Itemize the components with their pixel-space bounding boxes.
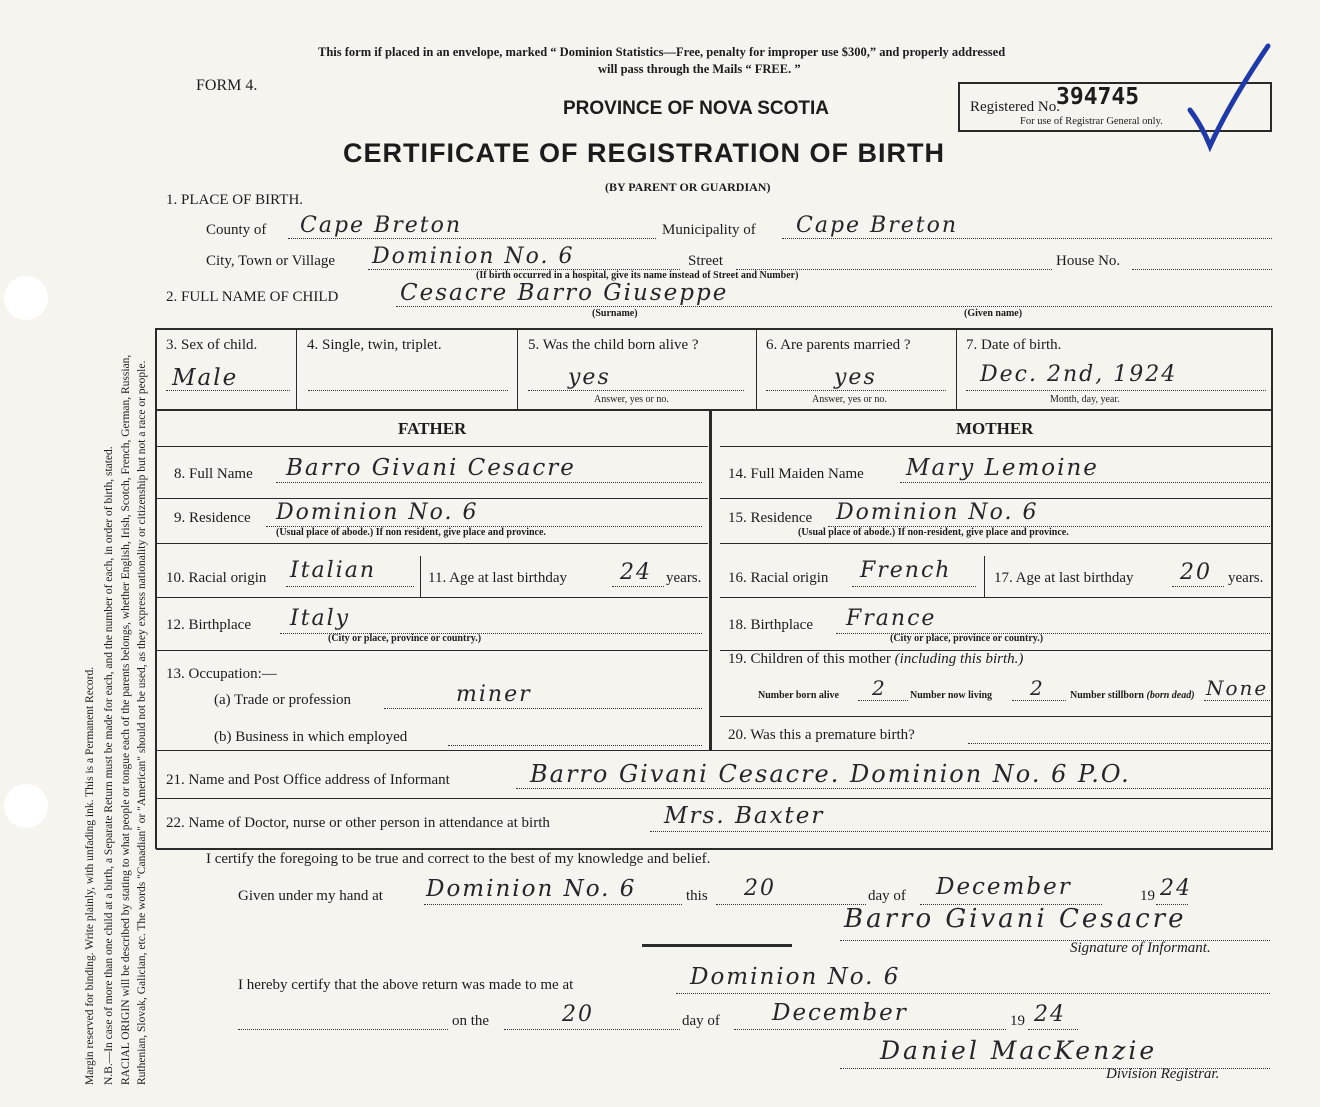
father-heading: FATHER — [398, 419, 467, 438]
married-value: yes — [834, 365, 877, 390]
row-line-19 — [720, 716, 1271, 717]
occupation-label: 13. Occupation:— — [166, 666, 277, 682]
mother-age-line — [1172, 586, 1224, 587]
registrar-month-value: December — [772, 1000, 908, 1026]
street-label: Street — [688, 253, 723, 269]
county-value: Cape Breton — [300, 213, 463, 238]
given-place-line — [424, 904, 682, 905]
children-label-note: (including this birth.) — [894, 651, 1024, 667]
registrar-place-line — [676, 993, 1270, 994]
mother-residence-value: Dominion No. 6 — [836, 500, 1039, 525]
married-line — [766, 390, 946, 391]
separator-bar — [642, 944, 792, 947]
father-residence-note: (Usual place of abode.) If non resident, give place and province. — [276, 527, 546, 538]
child-name-value: Cesacre Barro Giuseppe — [400, 280, 729, 306]
document-title: CERTIFICATE OF REGISTRATION OF BIRTH — [343, 138, 945, 168]
born-alive-label: Number born alive — [758, 690, 839, 701]
signature-label: Signature of Informant. — [1070, 940, 1211, 956]
child-name-line — [396, 306, 1272, 307]
city-value: Dominion No. 6 — [372, 244, 575, 269]
plurality-label: 4. Single, twin, triplet. — [307, 337, 442, 353]
checkmark-icon — [1186, 42, 1272, 152]
given-name-note: (Given name) — [964, 308, 1023, 319]
registered-number: 394745 — [1056, 84, 1140, 110]
plurality-line — [308, 390, 508, 391]
children-label-text: 19. Children of this mother — [728, 651, 891, 667]
dob-value: Dec. 2nd, 1924 — [980, 362, 1178, 387]
children-label — [728, 651, 1023, 668]
month-value: December — [936, 874, 1072, 900]
stillborn-label-text: Number stillborn — [1070, 690, 1144, 701]
divider-3-4 — [296, 330, 297, 410]
form-number: FORM 4. — [196, 77, 258, 94]
house-label: House No. — [1056, 253, 1121, 269]
this-label: this — [686, 888, 708, 904]
doctor-label: 22. Name of Doctor, nurse or other person in attendance at birth — [166, 815, 550, 831]
registrar-month-line — [734, 1029, 1006, 1030]
registered-label: Registered No. — [970, 99, 1060, 115]
married-note: Answer, yes or no. — [812, 394, 887, 405]
sex-value: Male — [172, 365, 239, 391]
row-line-9 — [156, 543, 708, 544]
mother-name-line — [900, 482, 1270, 483]
row-line-10 — [156, 597, 708, 598]
row-line-8 — [156, 498, 708, 499]
married-label: 6. Are parents married ? — [766, 337, 911, 353]
now-living-line — [1012, 700, 1066, 701]
father-name-label: 8. Full Name — [174, 466, 253, 482]
frame-right — [1271, 328, 1273, 849]
document-subtitle: (BY PARENT OR GUARDIAN) — [605, 180, 771, 194]
registrar-year-prefix: 19 — [1010, 1013, 1025, 1029]
frame-bottom — [156, 848, 1273, 850]
house-line — [1132, 269, 1272, 270]
father-name-line — [276, 482, 702, 483]
father-age-value: 24 — [620, 560, 652, 585]
hospital-note: (If birth occurred in a hospital, give its name instead of Street and Number) — [476, 270, 799, 281]
province-heading: PROVINCE OF NOVA SCOTIA — [563, 98, 830, 119]
row-line-16 — [720, 597, 1271, 598]
business-line — [448, 745, 702, 746]
frame-mid — [156, 409, 1273, 411]
informant-value: Barro Givani Cesacre. Dominion No. 6 P.O. — [530, 760, 1131, 788]
frame-left — [155, 328, 157, 849]
divider-father-mother — [709, 410, 712, 750]
mother-age-label: 17. Age at last birthday — [994, 570, 1134, 586]
registrar-day-value: 20 — [562, 1002, 594, 1027]
father-residence-value: Dominion No. 6 — [276, 500, 479, 525]
now-living-label: Number now living — [910, 690, 993, 701]
certify-statement: I certify the foregoing to be true and correct to the best of my knowledge and belief. — [206, 851, 711, 867]
mother-birthplace-label: 18. Birthplace — [728, 617, 813, 633]
section-place-of-birth: 1. PLACE OF BIRTH. — [166, 192, 304, 208]
mother-residence-note: (Usual place of abode.) If non-resident, give place and province. — [798, 527, 1069, 538]
binding-hole-bottom — [4, 784, 48, 828]
row-line-15 — [720, 543, 1271, 544]
mother-residence-label: 15. Residence — [728, 510, 813, 526]
registrar-title: Division Registrar. — [1106, 1066, 1220, 1082]
father-racial-line — [286, 586, 414, 587]
father-racial-label: 10. Racial origin — [166, 570, 267, 586]
mail-notice: This form if placed in an envelope, marked “ Dominion Statistics—Free, penalty for improper use $300,” and properly addressed — [318, 45, 1006, 59]
registrar-day-of-label: day of — [682, 1013, 720, 1029]
mother-racial-line — [852, 586, 976, 587]
father-birthplace-label: 12. Birthplace — [166, 617, 251, 633]
premature-line — [968, 743, 1270, 744]
father-racial-value: Italian — [290, 558, 377, 583]
dob-label: 7. Date of birth. — [966, 337, 1062, 353]
father-name-value: Barro Givani Cesacre — [286, 455, 576, 481]
mother-racial-value: French — [860, 558, 952, 583]
dob-line — [966, 390, 1266, 391]
registrar-year-line — [1028, 1029, 1078, 1030]
row-line-14 — [720, 498, 1271, 499]
side-note-binding: Margin reserved for binding. Write plainly, with unfading ink. This is a Permanent Record. — [84, 666, 96, 1085]
divider-6-7 — [956, 330, 957, 410]
dob-note: Month, day, year. — [1050, 394, 1120, 405]
registrar-note: For use of Registrar General only. — [1020, 116, 1163, 127]
frame-top — [156, 328, 1273, 330]
city-label: City, Town or Village — [206, 253, 336, 269]
doctor-line — [650, 831, 1272, 832]
surname-note: (Surname) — [592, 308, 638, 319]
father-years-label: years. — [666, 570, 702, 586]
side-note-multiple-births: N.B.—In case of more than one child at a birth, a Separate Return must be made for each, and the number of each, in order of birth, stated. — [103, 446, 115, 1085]
informant-signature: Barro Givani Cesacre — [844, 904, 1187, 934]
father-birthplace-value: Italy — [290, 606, 351, 631]
year-value: 24 — [1160, 876, 1192, 901]
stillborn-label — [1070, 690, 1195, 701]
mother-birthplace-value: France — [846, 606, 937, 631]
given-label: Given under my hand at — [238, 888, 383, 904]
informant-label: 21. Name and Post Office address of Informant — [166, 772, 450, 788]
mother-name-value: Mary Lemoine — [906, 455, 1099, 481]
municipality-value: Cape Breton — [796, 213, 959, 238]
divider-mother-ages — [984, 556, 985, 598]
mother-racial-label: 16. Racial origin — [728, 570, 829, 586]
municipality-label: Municipality of — [662, 222, 756, 238]
mother-birthplace-note: (City or place, province or country.) — [890, 633, 1044, 644]
day-of-label: day of — [868, 888, 906, 904]
alive-value: yes — [568, 365, 611, 390]
registrar-statement: I hereby certify that the above return was made to me at — [238, 977, 574, 993]
business-label: (b) Business in which employed — [214, 729, 408, 745]
registrar-signature: Daniel MacKenzie — [880, 1036, 1158, 1065]
alive-label: 5. Was the child born alive ? — [528, 337, 699, 353]
stillborn-line — [1204, 700, 1270, 701]
county-label: County of — [206, 222, 267, 238]
row-line-13 — [156, 750, 1272, 751]
binding-hole-top — [4, 276, 48, 320]
on-the-lead-line — [238, 1029, 448, 1030]
mother-years-label: years. — [1228, 570, 1264, 586]
mail-notice-free: will pass through the Mails “ FREE. ” — [598, 62, 801, 76]
father-age-line — [612, 586, 664, 587]
trade-value: miner — [456, 682, 532, 707]
sex-label: 3. Sex of child. — [166, 337, 258, 353]
father-residence-label: 9. Residence — [174, 510, 251, 526]
informant-line — [516, 788, 1272, 789]
alive-note: Answer, yes or no. — [594, 394, 669, 405]
child-name-label: 2. FULL NAME OF CHILD — [166, 289, 339, 305]
mother-heading: MOTHER — [956, 419, 1034, 438]
registrar-day-line — [504, 1029, 680, 1030]
doctor-value: Mrs. Baxter — [664, 803, 825, 829]
now-living-value: 2 — [1030, 676, 1045, 700]
on-the-label: on the — [452, 1013, 490, 1029]
divider-4-5 — [517, 330, 518, 410]
county-line — [288, 238, 656, 239]
registrar-place-value: Dominion No. 6 — [690, 964, 901, 990]
side-note-racial-origin-1: RACIAL ORIGIN will be described by stating to what people or tongue each of the parents belongs, whether English, Irish, Scotch, French, German, Russian, — [120, 354, 132, 1085]
year-prefix: 19 — [1140, 888, 1155, 904]
father-age-label: 11. Age at last birthday — [428, 570, 567, 586]
registrar-year-value: 24 — [1034, 1002, 1066, 1027]
row-line-12 — [156, 650, 708, 651]
row-line-21 — [156, 798, 1272, 799]
father-birthplace-note: (City or place, province or country.) — [328, 633, 482, 644]
mother-name-label: 14. Full Maiden Name — [728, 466, 864, 482]
day-value: 20 — [744, 876, 776, 901]
stillborn-value: None — [1206, 676, 1269, 700]
trade-label: (a) Trade or profession — [214, 692, 352, 708]
row-line-parents — [156, 446, 708, 447]
row-line-parents-m — [720, 446, 1271, 447]
side-note-racial-origin-2: Ruthenian, Slovak, Galician, etc. The words "Canadian" or "American" should not be used, as they express nationality or citizenship but not a race or people. — [136, 360, 148, 1085]
municipality-line — [782, 238, 1272, 239]
premature-label: 20. Was this a premature birth? — [728, 727, 915, 743]
divider-5-6 — [756, 330, 757, 410]
trade-line — [384, 708, 702, 709]
alive-line — [528, 390, 744, 391]
mother-age-value: 20 — [1180, 560, 1212, 585]
born-alive-value: 2 — [872, 676, 887, 700]
stillborn-label-note: (born dead) — [1146, 690, 1195, 701]
divider-ages — [420, 556, 421, 598]
born-alive-line — [858, 700, 908, 701]
given-place-value: Dominion No. 6 — [426, 876, 637, 902]
